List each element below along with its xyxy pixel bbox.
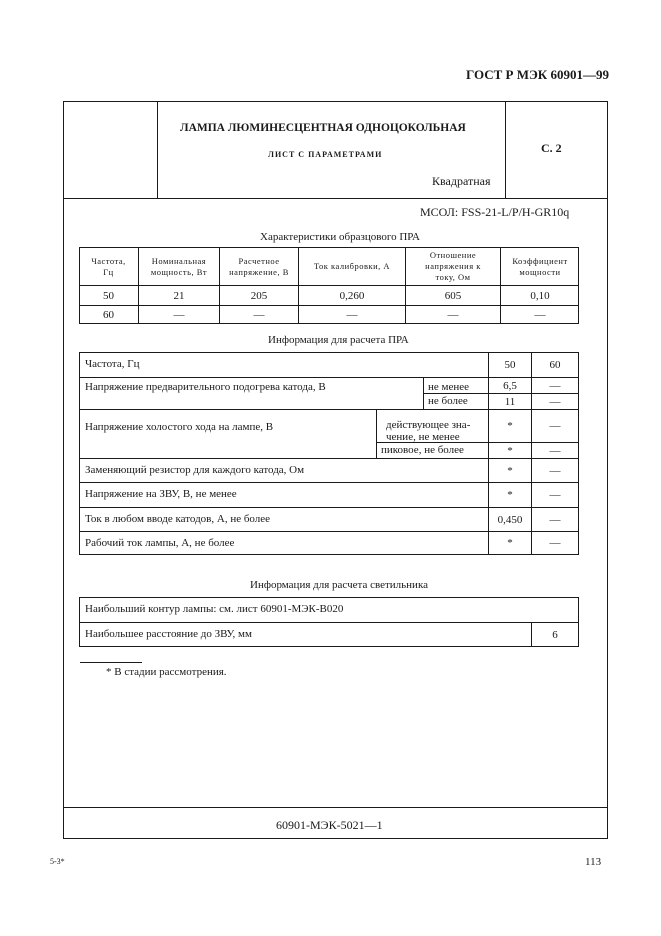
table-cell: — xyxy=(447,308,459,321)
ocv-peak-label: пиковое, не более xyxy=(381,444,464,456)
ocv-peak-60: — xyxy=(549,444,561,457)
ocv-rms-60: — xyxy=(549,420,561,432)
footer-mark: 5-3* xyxy=(50,857,65,866)
document-title: ЛАМПА ЛЮМИНЕСЦЕНТНАЯ ОДНОЦОКОЛЬНАЯ xyxy=(180,122,466,134)
zvu-label: Напряжение на ЗВУ, В, не менее xyxy=(85,488,237,500)
standard-number: ГОСТ Р МЭК 60901—99 xyxy=(466,67,609,82)
preheat-min-50: 6,5 xyxy=(503,379,517,392)
zvu-50: * xyxy=(507,489,513,501)
table-cell: — xyxy=(173,308,185,321)
ocv-rms-label: действующее зна- чение, не менее xyxy=(386,419,471,443)
freq-50: 50 xyxy=(504,359,516,371)
zvu-60: — xyxy=(549,489,561,501)
header-calibration-current: Ток калибровки, А xyxy=(313,261,391,271)
operating-current-60: — xyxy=(549,537,561,549)
document-subtitle: ЛИСТ С ПАРАМЕТРАМИ xyxy=(268,150,383,159)
preheat-min-60: — xyxy=(549,379,561,392)
cathode-current-label: Ток в любом вводе катодов, А, не более xyxy=(85,513,271,525)
resistor-label: Заменяющий резистор для каждого катода, Ом xyxy=(85,464,305,476)
freq-label: Частота, Гц xyxy=(85,358,140,370)
cathode-current-50: 0,450 xyxy=(497,513,523,526)
header-rated-voltage: Расчетное напряжение, В xyxy=(229,255,289,277)
title-block-right-divider xyxy=(505,101,506,198)
table-cell: 0,260 xyxy=(339,289,365,302)
preheat-max-60: — xyxy=(549,395,561,408)
table-cell: 21 xyxy=(173,289,185,302)
preheat-min-label: не менее xyxy=(428,381,470,393)
lamp-contour-label: Наибольший контур лампы: см. лист 60901-МЭК-В020 xyxy=(85,603,344,615)
header-power-factor: Коэффициент мощности xyxy=(512,255,568,277)
title-block-bottom-line xyxy=(63,198,608,199)
header-nominal-power: Номинальная мощность, Вт xyxy=(150,255,208,277)
footnote: * В стадии рассмотрения. xyxy=(106,666,227,678)
preheat-max-50: 11 xyxy=(504,395,516,408)
ocv-label: Напряжение холостого хода на лампе, В xyxy=(85,421,274,433)
preheat-max-label: не более xyxy=(428,395,468,407)
resistor-60: — xyxy=(549,464,561,477)
cathode-current-60: — xyxy=(549,513,561,526)
header-voltage-current-ratio: Отношение напряжения к току, Ом xyxy=(425,250,481,282)
table-cell: — xyxy=(346,308,358,321)
footnote-rule xyxy=(80,662,142,663)
table-cell: 60 xyxy=(103,308,114,321)
table-cell: — xyxy=(253,308,265,321)
page-label: С. 2 xyxy=(541,141,562,155)
freq-60: 60 xyxy=(549,359,561,371)
table-cell: — xyxy=(534,308,546,321)
sheet-number: 60901-МЭК-5021—1 xyxy=(276,818,383,832)
lamp-shape: Квадратная xyxy=(432,174,491,188)
table-cell: 205 xyxy=(250,289,268,302)
table-cell: 605 xyxy=(444,289,462,302)
zvu-distance-value: 6 xyxy=(552,628,558,641)
luminaire-info-caption: Информация для расчета светильника xyxy=(250,579,428,591)
preheat-label: Напряжение предварительного подогрева катода, В xyxy=(85,381,326,393)
page-number: 113 xyxy=(585,856,602,868)
zvu-distance-label: Наибольшее расстояние до ЗВУ, мм xyxy=(85,628,252,640)
ballast-info-caption: Информация для расчета ПРА xyxy=(268,334,409,346)
ocv-rms-50: * xyxy=(507,420,513,432)
operating-current-50: * xyxy=(507,537,513,549)
table-cell: 50 xyxy=(103,289,114,302)
resistor-50: * xyxy=(507,464,513,477)
lamp-designation: МСОЛ: FSS-21-L/P/H-GR10q xyxy=(420,205,570,219)
operating-current-label: Рабочий ток лампы, А, не более xyxy=(85,537,235,549)
title-block-left-divider xyxy=(157,101,158,198)
ballast-table-caption: Характеристики образцового ПРА xyxy=(260,231,420,243)
ocv-peak-50: * xyxy=(507,444,513,457)
table-cell: 0,10 xyxy=(530,289,550,302)
header-frequency: Частота, Гц xyxy=(91,255,126,277)
